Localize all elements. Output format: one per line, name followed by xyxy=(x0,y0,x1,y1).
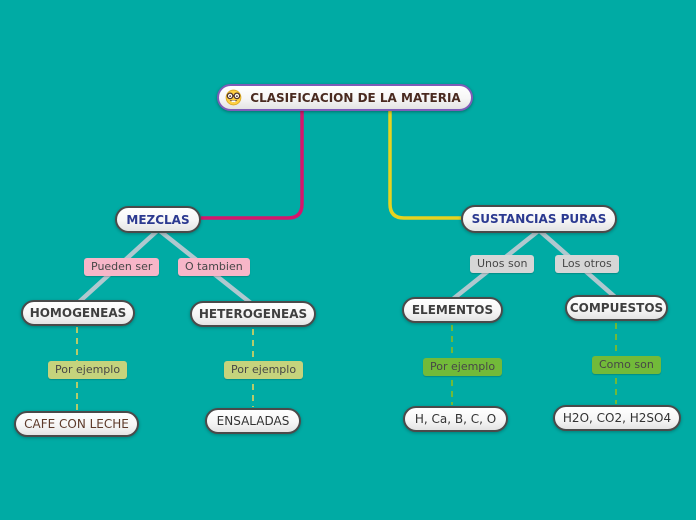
branch-line-mezclas xyxy=(201,110,302,218)
relation-label-pueden-ser[interactable]: Pueden ser xyxy=(84,258,159,276)
subtopic-compuestos-label: COMPUESTOS xyxy=(569,301,664,315)
root-topic-label: CLASIFICACION DE LA MATERIA xyxy=(250,90,461,105)
subtopic-homogeneas-label: HOMOGENEAS xyxy=(29,306,127,320)
nerd-face-icon xyxy=(225,89,242,106)
subtopic-compuestos[interactable] xyxy=(565,295,668,321)
relation-label-unos-son[interactable]: Unos son xyxy=(470,255,534,273)
leaf-cafe-con-leche-label: CAFE CON LECHE xyxy=(24,417,129,431)
leaf-elementos-ejemplos[interactable] xyxy=(403,406,508,432)
relation-label-por-ejemplo-elementos[interactable]: Por ejemplo xyxy=(423,358,502,376)
subtopic-heterogeneas-label: HETEROGENEAS xyxy=(198,307,308,321)
branch-line-sustancias xyxy=(390,110,461,218)
leaf-elementos-ejemplos-label: H, Ca, B, C, O xyxy=(414,412,497,426)
leaf-ensaladas[interactable] xyxy=(205,408,301,434)
relation-label-los-otros[interactable]: Los otros xyxy=(555,255,619,273)
relation-label-por-ejemplo-homogeneas[interactable]: Por ejemplo xyxy=(48,361,127,379)
leaf-compuestos-ejemplos[interactable] xyxy=(553,405,681,431)
leaf-cafe-con-leche[interactable] xyxy=(14,411,139,437)
leaf-ensaladas-label: ENSALADAS xyxy=(216,414,290,428)
topic-sustancias-puras-label: SUSTANCIAS PURAS xyxy=(471,212,607,226)
root-topic-clasificacion-de-la-materia[interactable] xyxy=(217,84,473,111)
topic-mezclas-label: MEZCLAS xyxy=(126,212,190,227)
leaf-compuestos-ejemplos-label: H2O, CO2, H2SO4 xyxy=(562,411,672,425)
topic-sustancias-puras[interactable] xyxy=(461,205,617,233)
relation-label-por-ejemplo-heterogeneas[interactable]: Por ejemplo xyxy=(224,361,303,379)
subtopic-elementos-label: ELEMENTOS xyxy=(411,303,494,317)
subtopic-heterogeneas[interactable] xyxy=(190,301,316,327)
relation-label-como-son[interactable]: Como son xyxy=(592,356,661,374)
relation-label-o-tambien[interactable]: O tambien xyxy=(178,258,250,276)
subtopic-homogeneas[interactable] xyxy=(21,300,135,326)
subtopic-elementos[interactable] xyxy=(402,297,503,323)
topic-mezclas[interactable] xyxy=(115,206,201,233)
